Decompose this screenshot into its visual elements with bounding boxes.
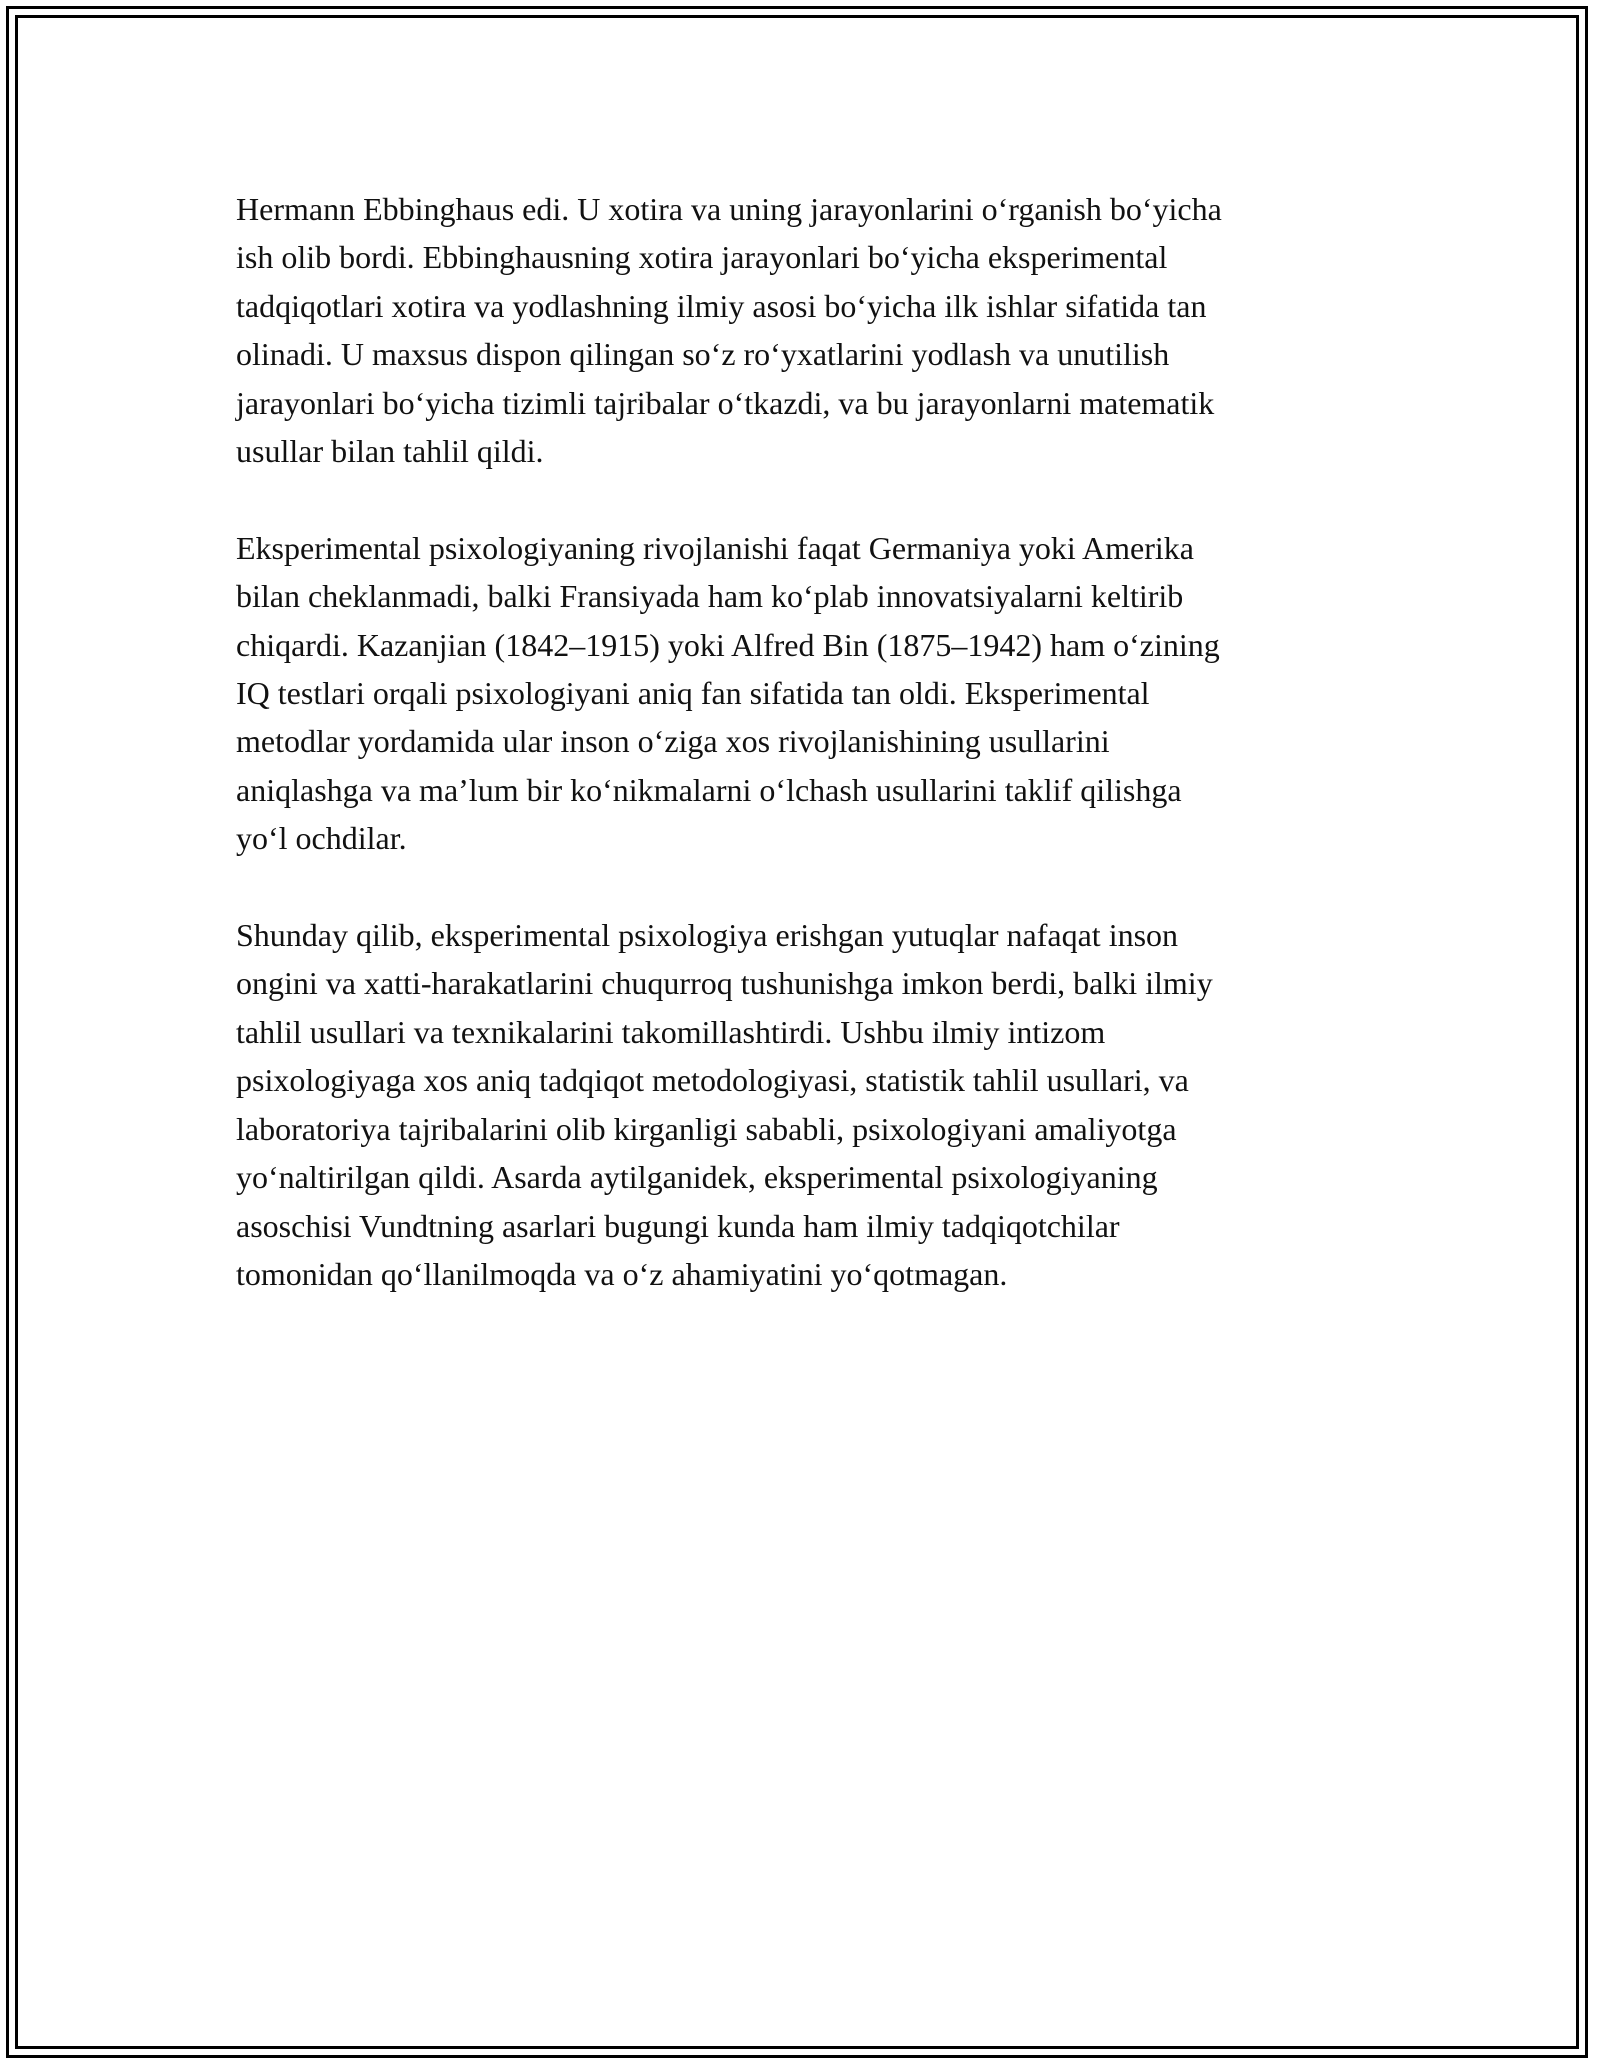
paragraph-ebbinghaus: Hermann Ebbinghaus edi. U xotira va uning jarayonlarini o‘rganish bo‘yicha ish olib bordi. Ebbinghausning xotira jarayonlari bo‘yicha eksperimental tadqiqotlari xotira va yodlashning ilmiy asosi bo‘yicha ilk ishlar sifatida tan olinadi. U maxsus dispon qilingan so‘z ro‘yxatlarini yodlash va unutilish jarayonlari bo‘yicha tizimli tajribalar o‘tkazdi, va bu jarayonlarni matematik usullar bilan tahlil qildi. [236, 191, 1222, 470]
paragraph-france-development: Eksperimental psixologiyaning rivojlanishi faqat Germaniya yoki Amerika bilan cheklanmadi, balki Fransiyada ham ko‘plab innovatsiyalarni keltirib chiqardi. Kazanjian (1842–1915) yoki Alfred Bin (1875–1942) ham o‘zining IQ testlari orqali psixologiyani aniq fan sifatida tan oldi. Eksperimental metodlar yordamida ular inson o‘ziga xos rivojlanishining usullarini aniqlashga va ma’lum bir ko‘nikmalarni o‘lchash usullarini taklif qilishga yo‘l ochdilar. [236, 529, 1220, 857]
paragraph-conclusion: Shunday qilib, eksperimental psixologiya erishgan yutuqlar nafaqat inson ongini va xatti-harakatlarini chuqurroq tushunishga imkon berdi, balki ilmiy tahlil usullari va texnikalarini takomillashtirdi. Ushbu ilmiy intizom psixologiyaga xos aniq tadqiqot metodologiyasi, statistik tahlil usullari, va laboratoriya tajribalarini olib kirganligi sababli, psixologiyani amaliyotga yo‘naltirilgan qildi. Asarda aytilganidek, eksperimental psixologiyaning asoschisi Vundtning asarlari bugungi kunda ham ilmiy tadqiqotchilar tomonidan qo‘llanilmoqda va o‘z ahamiyatini yo‘qotmagan. [236, 917, 1213, 1292]
document-body [236, 185, 1376, 1347]
